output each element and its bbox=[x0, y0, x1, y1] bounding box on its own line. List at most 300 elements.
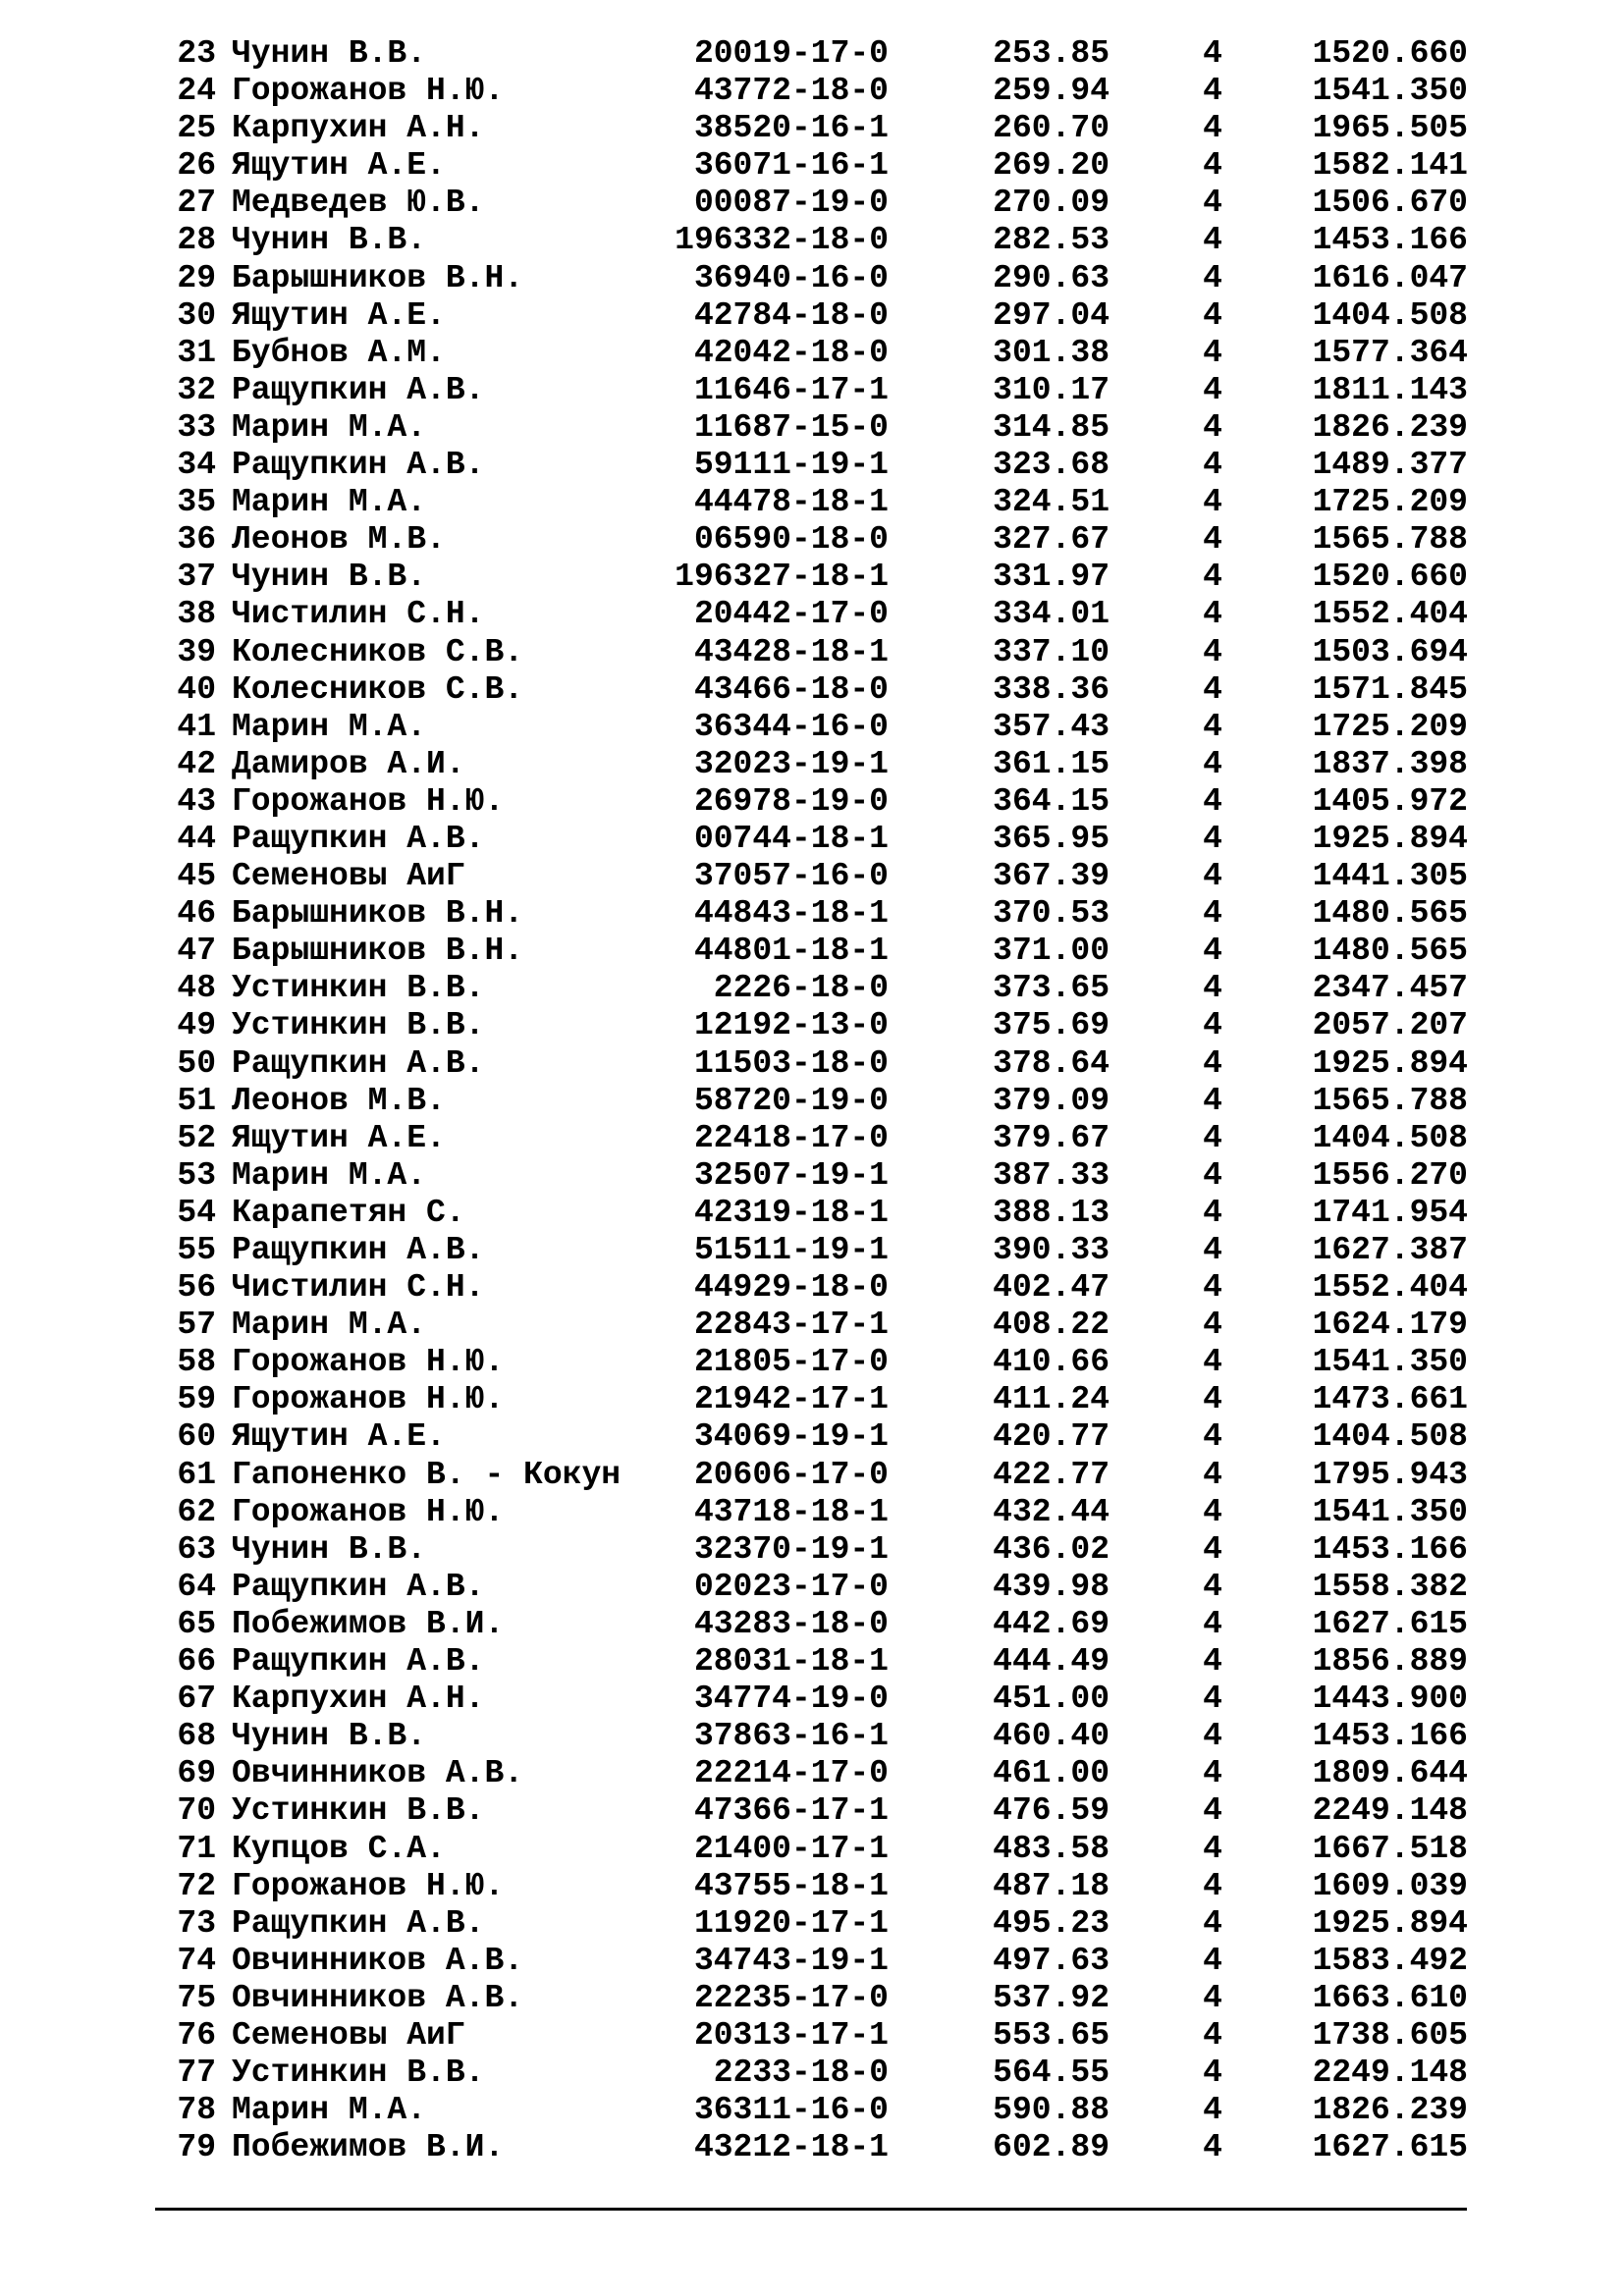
rating-value: 1725.209 bbox=[1312, 484, 1468, 521]
participant-name: Ящутин А.Е. bbox=[232, 296, 446, 334]
rating-value: 1856.889 bbox=[1312, 1643, 1468, 1681]
bird-id: 32507-19-1 bbox=[693, 1156, 889, 1194]
distance-value: 420.77 bbox=[993, 1418, 1110, 1456]
participant-name: Марин М.А. bbox=[232, 484, 427, 521]
participant-name: Карпухин А.Н. bbox=[232, 1681, 485, 1718]
bird-id: 36940-16-0 bbox=[693, 259, 889, 296]
class-value: 4 bbox=[1203, 1119, 1222, 1156]
distance-value: 410.66 bbox=[993, 1344, 1110, 1381]
table-row bbox=[0, 1606, 1624, 1643]
bird-id: 58720-19-0 bbox=[693, 1082, 889, 1119]
table-row bbox=[0, 35, 1624, 73]
row-number: 74 bbox=[177, 1942, 216, 1979]
participant-name: Гапоненко В. - Кокун bbox=[232, 1456, 622, 1493]
participant-name: Горожанов Н.Ю. bbox=[232, 782, 505, 820]
distance-value: 411.24 bbox=[993, 1381, 1110, 1418]
class-value: 4 bbox=[1203, 110, 1222, 147]
row-number: 73 bbox=[177, 1904, 216, 1942]
bird-id: 38520-16-1 bbox=[693, 110, 889, 147]
distance-value: 483.58 bbox=[993, 1830, 1110, 1867]
participant-name: Ращупкин А.В. bbox=[232, 371, 485, 408]
class-value: 4 bbox=[1203, 745, 1222, 782]
participant-name: Колесников С.В. bbox=[232, 670, 524, 708]
participant-name: Марин М.А. bbox=[232, 2092, 427, 2129]
participant-name: Дамиров А.И. bbox=[232, 745, 465, 782]
rating-value: 1541.350 bbox=[1312, 73, 1468, 110]
class-value: 4 bbox=[1203, 895, 1222, 933]
bird-id: 00087-19-0 bbox=[693, 185, 889, 222]
class-value: 4 bbox=[1203, 559, 1222, 596]
rating-value: 1809.644 bbox=[1312, 1755, 1468, 1792]
distance-value: 324.51 bbox=[993, 484, 1110, 521]
class-value: 4 bbox=[1203, 933, 1222, 970]
distance-value: 282.53 bbox=[993, 222, 1110, 259]
class-value: 4 bbox=[1203, 1381, 1222, 1418]
participant-name: Карапетян С. bbox=[232, 1194, 465, 1231]
class-value: 4 bbox=[1203, 1418, 1222, 1456]
rating-value: 2249.148 bbox=[1312, 2055, 1468, 2092]
rating-value: 1552.404 bbox=[1312, 1269, 1468, 1307]
distance-value: 408.22 bbox=[993, 1307, 1110, 1344]
distance-value: 379.09 bbox=[993, 1082, 1110, 1119]
rating-value: 1520.660 bbox=[1312, 559, 1468, 596]
row-number: 54 bbox=[177, 1194, 216, 1231]
row-number: 43 bbox=[177, 782, 216, 820]
bird-id: 43212-18-1 bbox=[693, 2129, 889, 2166]
table-row bbox=[0, 1418, 1624, 1456]
table-row bbox=[0, 1083, 1624, 1120]
participant-name: Ящутин А.Е. bbox=[232, 1119, 446, 1156]
class-value: 4 bbox=[1203, 820, 1222, 857]
rating-value: 1443.900 bbox=[1312, 1681, 1468, 1718]
bird-id: 32370-19-1 bbox=[693, 1530, 889, 1568]
bird-id: 20313-17-1 bbox=[693, 2016, 889, 2054]
results-table bbox=[0, 35, 1624, 2166]
row-number: 23 bbox=[177, 35, 216, 72]
bird-id: 12192-13-0 bbox=[693, 1007, 889, 1044]
rating-value: 1453.166 bbox=[1312, 1718, 1468, 1755]
row-number: 48 bbox=[177, 970, 216, 1007]
distance-value: 323.68 bbox=[993, 447, 1110, 484]
bird-id: 20019-17-0 bbox=[693, 35, 889, 72]
rating-value: 1404.508 bbox=[1312, 1418, 1468, 1456]
rating-value: 1582.141 bbox=[1312, 147, 1468, 185]
rating-value: 1624.179 bbox=[1312, 1307, 1468, 1344]
bird-id: 51511-19-1 bbox=[693, 1232, 889, 1268]
row-number: 25 bbox=[177, 110, 216, 147]
row-number: 53 bbox=[177, 1156, 216, 1194]
bird-id: 37057-16-0 bbox=[693, 858, 889, 895]
row-number: 36 bbox=[177, 521, 216, 559]
table-row bbox=[0, 409, 1624, 447]
row-number: 27 bbox=[177, 185, 216, 222]
row-number: 78 bbox=[177, 2092, 216, 2129]
distance-value: 270.09 bbox=[993, 185, 1110, 222]
row-number: 61 bbox=[177, 1456, 216, 1493]
row-number: 70 bbox=[177, 1792, 216, 1830]
distance-value: 290.63 bbox=[993, 259, 1110, 296]
class-value: 4 bbox=[1203, 185, 1222, 222]
participant-name: Ращупкин А.В. bbox=[232, 1643, 485, 1681]
table-row bbox=[0, 858, 1624, 895]
distance-value: 259.94 bbox=[993, 73, 1110, 110]
participant-name: Чистилин С.Н. bbox=[232, 1269, 485, 1307]
participant-name: Чистилин С.Н. bbox=[232, 596, 485, 633]
participant-name: Ращупкин А.В. bbox=[232, 1904, 485, 1942]
participant-name: Марин М.А. bbox=[232, 708, 427, 745]
bird-id: 2233-18-0 bbox=[713, 2055, 889, 2092]
bird-id: 02023-17-0 bbox=[693, 1568, 889, 1605]
bird-id: 42784-18-0 bbox=[693, 296, 889, 334]
rating-value: 1404.508 bbox=[1312, 296, 1468, 334]
participant-name: Побежимов В.И. bbox=[232, 2129, 505, 2166]
participant-name: Горожанов Н.Ю. bbox=[232, 73, 505, 110]
rating-value: 1725.209 bbox=[1312, 708, 1468, 745]
table-row bbox=[0, 1718, 1624, 1755]
class-value: 4 bbox=[1203, 259, 1222, 296]
distance-value: 451.00 bbox=[993, 1681, 1110, 1718]
class-value: 4 bbox=[1203, 633, 1222, 670]
class-value: 4 bbox=[1203, 1232, 1222, 1268]
rating-value: 1503.694 bbox=[1312, 633, 1468, 670]
participant-name: Устинкин В.В. bbox=[232, 2055, 485, 2092]
table-row bbox=[0, 559, 1624, 596]
rating-value: 1541.350 bbox=[1312, 1344, 1468, 1381]
distance-value: 361.15 bbox=[993, 745, 1110, 782]
distance-value: 310.17 bbox=[993, 371, 1110, 408]
rating-value: 1480.565 bbox=[1312, 895, 1468, 933]
participant-name: Купцов С.А. bbox=[232, 1830, 446, 1867]
bird-id: 34743-19-1 bbox=[693, 1942, 889, 1979]
bird-id: 21805-17-0 bbox=[693, 1344, 889, 1381]
class-value: 4 bbox=[1203, 222, 1222, 259]
participant-name: Горожанов Н.Ю. bbox=[232, 1381, 505, 1418]
row-number: 37 bbox=[177, 559, 216, 596]
bird-id: 37863-16-1 bbox=[693, 1718, 889, 1755]
rating-value: 1556.270 bbox=[1312, 1156, 1468, 1194]
row-number: 50 bbox=[177, 1044, 216, 1082]
rating-value: 1925.894 bbox=[1312, 1044, 1468, 1082]
bird-id: 00744-18-1 bbox=[693, 820, 889, 857]
bird-id: 36311-16-0 bbox=[693, 2092, 889, 2129]
rating-value: 1965.505 bbox=[1312, 110, 1468, 147]
rating-value: 1552.404 bbox=[1312, 596, 1468, 633]
bird-id: 43466-18-0 bbox=[693, 670, 889, 708]
participant-name: Горожанов Н.Ю. bbox=[232, 1867, 505, 1904]
rating-value: 2057.207 bbox=[1312, 1007, 1468, 1044]
participant-name: Колесников С.В. bbox=[232, 633, 524, 670]
class-value: 4 bbox=[1203, 296, 1222, 334]
participant-name: Устинкин В.В. bbox=[232, 1007, 485, 1044]
row-number: 76 bbox=[177, 2016, 216, 2054]
rating-value: 1811.143 bbox=[1312, 371, 1468, 408]
distance-value: 297.04 bbox=[993, 296, 1110, 334]
bird-id: 26978-19-0 bbox=[693, 782, 889, 820]
row-number: 49 bbox=[177, 1007, 216, 1044]
class-value: 4 bbox=[1203, 1605, 1222, 1642]
distance-value: 537.92 bbox=[993, 1979, 1110, 2016]
participant-name: Леонов М.В. bbox=[232, 1082, 446, 1119]
rating-value: 2249.148 bbox=[1312, 1792, 1468, 1830]
bird-id: 43718-18-1 bbox=[693, 1493, 889, 1530]
table-row bbox=[0, 1120, 1624, 1157]
bird-id: 44478-18-1 bbox=[693, 484, 889, 521]
participant-name: Ращупкин А.В. bbox=[232, 1232, 485, 1268]
rating-value: 1541.350 bbox=[1312, 1493, 1468, 1530]
rating-value: 1583.492 bbox=[1312, 1942, 1468, 1979]
class-value: 4 bbox=[1203, 2016, 1222, 2054]
class-value: 4 bbox=[1203, 596, 1222, 633]
distance-value: 476.59 bbox=[993, 1792, 1110, 1830]
table-row bbox=[0, 260, 1624, 297]
class-value: 4 bbox=[1203, 1979, 1222, 2016]
bird-id: 11687-15-0 bbox=[693, 408, 889, 446]
participant-name: Бубнов А.М. bbox=[232, 334, 446, 371]
row-number: 24 bbox=[177, 73, 216, 110]
row-number: 38 bbox=[177, 596, 216, 633]
class-value: 4 bbox=[1203, 1530, 1222, 1568]
rating-value: 1738.605 bbox=[1312, 2016, 1468, 2054]
bird-id: 06590-18-0 bbox=[693, 521, 889, 559]
row-number: 33 bbox=[177, 408, 216, 446]
table-row bbox=[0, 73, 1624, 110]
class-value: 4 bbox=[1203, 447, 1222, 484]
bird-id: 42042-18-0 bbox=[693, 334, 889, 371]
rating-value: 1558.382 bbox=[1312, 1568, 1468, 1605]
bird-id: 34774-19-0 bbox=[693, 1681, 889, 1718]
bird-id: 22214-17-0 bbox=[693, 1755, 889, 1792]
row-number: 75 bbox=[177, 1979, 216, 2016]
row-number: 40 bbox=[177, 670, 216, 708]
table-row bbox=[0, 335, 1624, 372]
participant-name: Барышников В.Н. bbox=[232, 933, 524, 970]
distance-value: 357.43 bbox=[993, 708, 1110, 745]
row-number: 32 bbox=[177, 371, 216, 408]
row-number: 51 bbox=[177, 1082, 216, 1119]
table-row bbox=[0, 746, 1624, 783]
row-number: 69 bbox=[177, 1755, 216, 1792]
table-row bbox=[0, 1269, 1624, 1307]
class-value: 4 bbox=[1203, 1082, 1222, 1119]
rating-value: 1616.047 bbox=[1312, 259, 1468, 296]
bird-id: 21942-17-1 bbox=[693, 1381, 889, 1418]
participant-name: Ящутин А.Е. bbox=[232, 1418, 446, 1456]
rating-value: 1795.943 bbox=[1312, 1456, 1468, 1493]
table-row bbox=[0, 2129, 1624, 2166]
rating-value: 1627.387 bbox=[1312, 1232, 1468, 1268]
distance-value: 422.77 bbox=[993, 1456, 1110, 1493]
row-number: 52 bbox=[177, 1119, 216, 1156]
rating-value: 1741.954 bbox=[1312, 1194, 1468, 1231]
row-number: 29 bbox=[177, 259, 216, 296]
rating-value: 1627.615 bbox=[1312, 1605, 1468, 1642]
row-number: 46 bbox=[177, 895, 216, 933]
distance-value: 432.44 bbox=[993, 1493, 1110, 1530]
table-row bbox=[0, 1344, 1624, 1381]
bird-id: 59111-19-1 bbox=[693, 447, 889, 484]
class-value: 4 bbox=[1203, 670, 1222, 708]
distance-value: 378.64 bbox=[993, 1044, 1110, 1082]
bird-id: 2226-18-0 bbox=[713, 970, 889, 1007]
participant-name: Ращупкин А.В. bbox=[232, 1568, 485, 1605]
class-value: 4 bbox=[1203, 334, 1222, 371]
distance-value: 253.85 bbox=[993, 35, 1110, 72]
table-row bbox=[0, 2055, 1624, 2092]
participant-name: Марин М.А. bbox=[232, 1307, 427, 1344]
row-number: 57 bbox=[177, 1307, 216, 1344]
rating-value: 1627.615 bbox=[1312, 2129, 1468, 2166]
rating-value: 1837.398 bbox=[1312, 745, 1468, 782]
class-value: 4 bbox=[1203, 1156, 1222, 1194]
class-value: 4 bbox=[1203, 1792, 1222, 1830]
table-row bbox=[0, 185, 1624, 222]
participant-name: Горожанов Н.Ю. bbox=[232, 1493, 505, 1530]
participant-name: Чунин В.В. bbox=[232, 1530, 427, 1568]
table-row bbox=[0, 1681, 1624, 1718]
table-row bbox=[0, 821, 1624, 858]
bird-id: 11920-17-1 bbox=[693, 1904, 889, 1942]
distance-value: 590.88 bbox=[993, 2092, 1110, 2129]
bird-id: 43755-18-1 bbox=[693, 1867, 889, 1904]
table-row bbox=[0, 372, 1624, 409]
participant-name: Овчинников А.В. bbox=[232, 1755, 524, 1792]
table-row bbox=[0, 447, 1624, 484]
row-number: 42 bbox=[177, 745, 216, 782]
class-value: 4 bbox=[1203, 782, 1222, 820]
table-row bbox=[0, 1381, 1624, 1418]
row-number: 30 bbox=[177, 296, 216, 334]
distance-value: 269.20 bbox=[993, 147, 1110, 185]
table-row bbox=[0, 222, 1624, 259]
rating-value: 1441.305 bbox=[1312, 858, 1468, 895]
distance-value: 495.23 bbox=[993, 1904, 1110, 1942]
table-row bbox=[0, 1831, 1624, 1868]
distance-value: 337.10 bbox=[993, 633, 1110, 670]
participant-name: Чунин В.В. bbox=[232, 35, 427, 72]
bird-id: 42319-18-1 bbox=[693, 1194, 889, 1231]
distance-value: 334.01 bbox=[993, 596, 1110, 633]
participant-name: Барышников В.Н. bbox=[232, 895, 524, 933]
row-number: 71 bbox=[177, 1830, 216, 1867]
distance-value: 373.65 bbox=[993, 970, 1110, 1007]
rating-value: 1663.610 bbox=[1312, 1979, 1468, 2016]
distance-value: 365.95 bbox=[993, 820, 1110, 857]
bird-id: 22418-17-0 bbox=[693, 1119, 889, 1156]
table-row bbox=[0, 895, 1624, 933]
participant-name: Устинкин В.В. bbox=[232, 1792, 485, 1830]
rating-value: 2347.457 bbox=[1312, 970, 1468, 1007]
table-row bbox=[0, 1157, 1624, 1195]
row-number: 64 bbox=[177, 1568, 216, 1605]
bird-id: 47366-17-1 bbox=[693, 1792, 889, 1830]
distance-value: 436.02 bbox=[993, 1530, 1110, 1568]
row-number: 67 bbox=[177, 1681, 216, 1718]
table-row bbox=[0, 970, 1624, 1007]
participant-name: Барышников В.Н. bbox=[232, 259, 524, 296]
rating-value: 1565.788 bbox=[1312, 521, 1468, 559]
distance-value: 564.55 bbox=[993, 2055, 1110, 2092]
bird-id: 43772-18-0 bbox=[693, 73, 889, 110]
distance-value: 461.00 bbox=[993, 1755, 1110, 1792]
class-value: 4 bbox=[1203, 147, 1222, 185]
bird-id: 196327-18-1 bbox=[675, 559, 889, 596]
rating-value: 1453.166 bbox=[1312, 1530, 1468, 1568]
participant-name: Медведев Ю.В. bbox=[232, 185, 485, 222]
bird-id: 36071-16-1 bbox=[693, 147, 889, 185]
distance-value: 602.89 bbox=[993, 2129, 1110, 2166]
distance-value: 301.38 bbox=[993, 334, 1110, 371]
rating-value: 1826.239 bbox=[1312, 2092, 1468, 2129]
table-row bbox=[0, 110, 1624, 147]
class-value: 4 bbox=[1203, 484, 1222, 521]
rating-value: 1577.364 bbox=[1312, 334, 1468, 371]
participant-name: Побежимов В.И. bbox=[232, 1605, 505, 1642]
distance-value: 327.67 bbox=[993, 521, 1110, 559]
participant-name: Марин М.А. bbox=[232, 408, 427, 446]
table-row bbox=[0, 1494, 1624, 1531]
class-value: 4 bbox=[1203, 708, 1222, 745]
class-value: 4 bbox=[1203, 1904, 1222, 1942]
class-value: 4 bbox=[1203, 858, 1222, 895]
class-value: 4 bbox=[1203, 408, 1222, 446]
table-row bbox=[0, 1569, 1624, 1606]
distance-value: 367.39 bbox=[993, 858, 1110, 895]
bird-id: 196332-18-0 bbox=[675, 222, 889, 259]
distance-value: 439.98 bbox=[993, 1568, 1110, 1605]
distance-value: 371.00 bbox=[993, 933, 1110, 970]
class-value: 4 bbox=[1203, 1755, 1222, 1792]
rating-value: 1609.039 bbox=[1312, 1867, 1468, 1904]
distance-value: 388.13 bbox=[993, 1194, 1110, 1231]
table-row bbox=[0, 596, 1624, 633]
table-row bbox=[0, 634, 1624, 671]
row-number: 44 bbox=[177, 820, 216, 857]
participant-name: Чунин В.В. bbox=[232, 1718, 427, 1755]
class-value: 4 bbox=[1203, 1269, 1222, 1307]
class-value: 4 bbox=[1203, 371, 1222, 408]
table-row bbox=[0, 1232, 1624, 1269]
distance-value: 487.18 bbox=[993, 1867, 1110, 1904]
rating-value: 1667.518 bbox=[1312, 1830, 1468, 1867]
distance-value: 387.33 bbox=[993, 1156, 1110, 1194]
distance-value: 444.49 bbox=[993, 1643, 1110, 1681]
bird-id: 36344-16-0 bbox=[693, 708, 889, 745]
bird-id: 11503-18-0 bbox=[693, 1044, 889, 1082]
rating-value: 1453.166 bbox=[1312, 222, 1468, 259]
table-row bbox=[0, 933, 1624, 970]
participant-name: Ящутин А.Е. bbox=[232, 147, 446, 185]
class-value: 4 bbox=[1203, 1568, 1222, 1605]
rating-value: 1489.377 bbox=[1312, 447, 1468, 484]
rating-value: 1520.660 bbox=[1312, 35, 1468, 72]
rating-value: 1826.239 bbox=[1312, 408, 1468, 446]
table-row bbox=[0, 1792, 1624, 1830]
bird-id: 20606-17-0 bbox=[693, 1456, 889, 1493]
bird-id: 44801-18-1 bbox=[693, 933, 889, 970]
class-value: 4 bbox=[1203, 1344, 1222, 1381]
class-value: 4 bbox=[1203, 1867, 1222, 1904]
table-row bbox=[0, 1755, 1624, 1792]
rating-value: 1473.661 bbox=[1312, 1381, 1468, 1418]
bird-id: 34069-19-1 bbox=[693, 1418, 889, 1456]
class-value: 4 bbox=[1203, 73, 1222, 110]
class-value: 4 bbox=[1203, 1044, 1222, 1082]
class-value: 4 bbox=[1203, 1681, 1222, 1718]
table-row bbox=[0, 1943, 1624, 1980]
distance-value: 460.40 bbox=[993, 1718, 1110, 1755]
table-row bbox=[0, 1905, 1624, 1943]
participant-name: Карпухин А.Н. bbox=[232, 110, 485, 147]
